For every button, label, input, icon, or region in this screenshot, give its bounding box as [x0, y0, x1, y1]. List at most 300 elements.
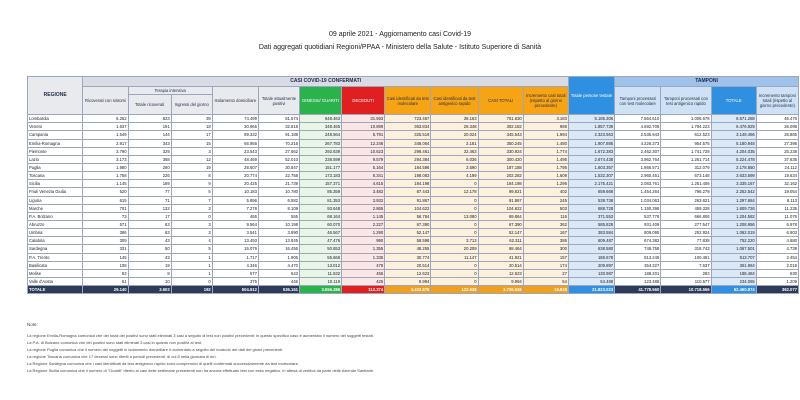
data-cell: 6.476.929	[711, 123, 756, 131]
data-cell: 157.371	[300, 180, 342, 188]
column-header-tamponi-antigenico: Tamponi processati con test antigenico rapido	[661, 87, 711, 115]
data-cell: 666.806	[661, 212, 711, 220]
data-cell: 188.484	[711, 269, 756, 277]
data-cell: 1.290	[342, 229, 385, 237]
data-cell: 67.390	[478, 220, 523, 228]
data-cell: 70.216	[258, 139, 299, 147]
data-cell: 10.119	[300, 277, 342, 285]
column-header-positivi: Totale attualmente positivi	[258, 87, 299, 115]
data-cell: 1.774	[523, 147, 568, 155]
data-cell: 1.994	[523, 131, 568, 139]
data-cell: 226	[128, 172, 171, 180]
data-cell: 2.454	[756, 253, 798, 261]
data-cell: 571	[83, 220, 128, 228]
data-cell: 60.070	[300, 220, 342, 228]
data-cell: 20.024	[431, 131, 478, 139]
data-cell: 752.220	[711, 237, 756, 245]
data-cell: 12.623	[478, 269, 523, 277]
data-cell: 54	[523, 277, 568, 285]
data-cell: 110.577	[661, 277, 711, 285]
data-cell: 1.145	[342, 212, 385, 220]
data-cell: 54.488	[568, 277, 614, 285]
data-cell: 5.180.948	[711, 139, 756, 147]
data-cell: 39	[171, 115, 212, 123]
column-header-guariti: DIMESSI/ GUARITI	[300, 87, 342, 115]
column-header-terapia-intensiva: Terapia intensiva	[128, 87, 212, 95]
data-cell: 32.818	[258, 123, 299, 131]
notes-label: Note:	[27, 322, 38, 327]
data-cell: 386	[523, 237, 568, 245]
data-cell: 537.776	[615, 212, 661, 220]
data-cell: 74.499	[212, 115, 258, 123]
data-cell: 2.865	[342, 204, 385, 212]
note-line: La regione Emilia-Romagna comunica che dei totali dei positivi sono stati eliminati 3 casi a seguito di test non positivi precedenti; in questo specifico caso è aumentato il numero dei soggetti testati.	[27, 333, 374, 338]
data-cell: 89.332	[212, 131, 258, 139]
data-cell: 85.359	[300, 188, 342, 196]
data-cell: 17	[128, 212, 171, 220]
data-cell: 402	[523, 188, 568, 196]
data-cell: 331	[83, 245, 128, 253]
data-cell: 5.896	[212, 196, 258, 204]
data-cell: 11.076	[756, 212, 798, 220]
column-header-isolamento: Isolamento domiciliare	[212, 87, 258, 115]
table-row	[28, 220, 799, 228]
region-name-cell: Basilicata	[28, 261, 83, 269]
data-cell: 4.199	[431, 172, 478, 180]
data-cell: 11.147	[431, 253, 478, 261]
data-cell: 2.181	[431, 139, 478, 147]
data-cell: 43	[128, 253, 171, 261]
data-cell: 58.598	[385, 237, 431, 245]
region-name-cell: Sicilia	[28, 180, 83, 188]
region-name-cell: Veneto	[28, 123, 83, 131]
data-cell: 1.637	[83, 123, 128, 131]
data-cell: 674.382	[615, 237, 661, 245]
data-cell: 2.960.451	[615, 172, 661, 180]
data-cell: 673.148	[661, 172, 711, 180]
data-cell: 52.010	[258, 155, 299, 163]
total-cell: 362.077	[756, 286, 798, 294]
data-cell: 2.019	[756, 261, 798, 269]
data-cell: 9	[171, 180, 212, 188]
data-cell: 3.713	[431, 237, 478, 245]
data-cell: 298.461	[385, 147, 431, 155]
data-cell: 392.182	[478, 123, 523, 131]
data-cell: 1.905	[258, 253, 299, 261]
data-cell: 186.678	[568, 253, 614, 261]
data-cell: 5.164	[342, 163, 385, 171]
data-cell: 1.672.383	[568, 147, 614, 155]
data-cell: 198.083	[385, 172, 431, 180]
region-name-cell: Sardegna	[28, 245, 83, 253]
data-cell: 10.198	[258, 220, 299, 228]
data-cell: 238.599	[300, 155, 342, 163]
data-cell: 8	[128, 269, 171, 277]
data-cell: 723.467	[385, 115, 431, 123]
data-cell: 1.907.885	[568, 139, 614, 147]
data-cell: 8	[171, 172, 212, 180]
data-cell: 10.780	[258, 188, 299, 196]
band-tamponi: TAMPONI	[615, 77, 799, 87]
data-cell: 577	[212, 269, 258, 277]
data-cell: 81.574	[258, 115, 299, 123]
total-cell: 52.460.874	[711, 286, 756, 294]
data-cell: 555	[258, 212, 299, 220]
data-cell: 4.470	[258, 261, 299, 269]
data-cell: 63	[83, 269, 128, 277]
data-cell: 56.784	[385, 212, 431, 220]
data-cell: 659.668	[568, 188, 614, 196]
data-cell: 12	[171, 155, 212, 163]
data-cell: 3.335.167	[711, 180, 756, 188]
data-cell: 21.739	[258, 180, 299, 188]
data-cell: 62.311	[478, 237, 523, 245]
data-cell: 330.924	[478, 147, 523, 155]
data-cell: 7.564.610	[615, 115, 661, 123]
data-cell: 1.261.714	[661, 155, 711, 163]
data-cell: 643	[258, 269, 299, 277]
data-cell: 2.252.542	[711, 188, 756, 196]
data-cell: 325.519	[385, 131, 431, 139]
note-line: La regione Toscana comunica che 17 decessi sono riferiti a periodi precedenti, di cui 8 nella giornata di ieri.	[27, 354, 217, 359]
data-cell: 30.965	[212, 123, 258, 131]
data-cell: 12.246	[342, 139, 385, 147]
data-cell: 8.109	[258, 204, 299, 212]
column-header-ricoverati: Ricoverati con sintomi	[83, 87, 128, 115]
data-cell: 6.252	[83, 115, 128, 123]
data-cell: 19.054	[756, 188, 798, 196]
data-cell: 15	[171, 139, 212, 147]
data-cell: 20.209	[431, 245, 478, 253]
data-cell: 9.994	[385, 277, 431, 285]
region-name-cell: Friuli Venezia Giulia	[28, 188, 83, 196]
data-cell: 386	[83, 229, 128, 237]
column-header-incremento: Incremento casi totali (rispetto al giorno precedente)	[523, 87, 568, 115]
data-cell: 1.006.678	[661, 115, 711, 123]
data-cell: 1.209	[756, 277, 798, 285]
data-cell: 245	[523, 196, 568, 204]
data-cell: 38.163	[431, 115, 478, 123]
data-cell: 73	[83, 212, 128, 220]
data-cell: 0	[431, 180, 478, 188]
data-cell: 20.514	[385, 261, 431, 269]
data-cell: 0	[431, 229, 478, 237]
data-cell: 1.532.307	[568, 172, 614, 180]
total-cell: 536.161	[258, 286, 299, 294]
data-cell: 22.758	[258, 172, 299, 180]
data-cell: 0	[171, 277, 212, 285]
data-cell: 19	[171, 163, 212, 171]
data-cell: 9.579	[342, 155, 385, 163]
data-cell: 48.469	[212, 155, 258, 163]
data-cell: 1.480	[523, 139, 568, 147]
region-name-cell: Molise	[28, 269, 83, 277]
data-cell: 27.662	[258, 147, 299, 155]
data-cell: 4.739	[756, 245, 798, 253]
data-cell: 3.962.764	[615, 155, 661, 163]
data-cell: 104.622	[385, 204, 431, 212]
data-cell: 823	[128, 115, 171, 123]
data-cell: 234.065	[711, 277, 756, 285]
data-cell: 10.623	[342, 147, 385, 155]
data-cell: 1	[171, 269, 212, 277]
data-cell: 37.635	[756, 155, 798, 163]
data-cell: 12.178	[431, 188, 478, 196]
data-cell: 252.924	[661, 229, 711, 237]
data-cell: 1.857.739	[568, 123, 614, 131]
data-cell: 1.609	[523, 172, 568, 180]
data-cell: 1.062.019	[711, 229, 756, 237]
data-cell: 1.150.398	[615, 204, 661, 212]
data-cell: 43	[128, 237, 171, 245]
data-cell: 27.396	[756, 139, 798, 147]
report-subtitle: Dati aggregati quotidiani Regioni/PPAA - Ministero della Salute - Istituto Superiore di Sanità	[258, 44, 542, 51]
table-row	[28, 277, 799, 285]
region-name-cell: Calabria	[28, 237, 83, 245]
covid-table-container	[27, 76, 799, 310]
data-cell: 28.607	[212, 163, 258, 171]
covid-data-table	[27, 76, 799, 294]
data-cell: 1.609.726	[711, 204, 756, 212]
data-cell: 167	[523, 229, 568, 237]
data-cell: 294.384	[385, 155, 431, 163]
data-cell: 184.198	[385, 180, 431, 188]
data-cell: 1.549	[83, 131, 128, 139]
data-cell: 77.838	[661, 237, 711, 245]
data-cell: 3	[171, 147, 212, 155]
data-cell: 173.183	[300, 172, 342, 180]
data-cell: 1.495	[523, 155, 568, 163]
data-cell: 459.328	[661, 204, 711, 212]
region-name-cell: P.A. Bolzano	[28, 212, 83, 220]
region-name-cell: Emilia-Romagna	[28, 139, 83, 147]
data-cell: 2.227	[342, 220, 385, 228]
note-line: La Regione Sicilia comunica che il numero di "Guariti" riferito ai casi delle settimane precedenti non ha ancora effettuato test con esito negativo, in attesa di verifica da parte delle Aziende Sanitarie.	[27, 368, 375, 373]
table-row	[28, 139, 799, 147]
total-cell: 3.056.386	[300, 286, 342, 294]
data-cell: 2.323.563	[568, 131, 614, 139]
data-cell: 2.674.438	[568, 155, 614, 163]
data-cell: 539.738	[568, 196, 614, 204]
total-cell: 29.140	[83, 286, 128, 294]
data-cell: 8.571.288	[711, 115, 756, 123]
data-cell: 169	[128, 180, 171, 188]
data-cell: 9.994	[478, 277, 523, 285]
data-cell: 91.867	[478, 196, 523, 204]
total-cell: 10.718.556	[661, 286, 711, 294]
region-name-cell: Lazio	[28, 155, 83, 163]
data-cell: 13.845	[258, 237, 299, 245]
data-cell: 1.980	[83, 163, 128, 171]
data-cell: 46.567	[300, 229, 342, 237]
table-row	[28, 188, 799, 196]
data-cell: 1.296	[523, 180, 568, 188]
data-cell: 67.390	[385, 220, 431, 228]
data-cell: 2.178.650	[711, 163, 756, 171]
data-cell: 68.464	[478, 245, 523, 253]
data-cell: 123.488	[615, 277, 661, 285]
table-row	[28, 253, 799, 261]
data-cell: 13.080	[431, 212, 478, 220]
data-cell: 638.580	[568, 245, 614, 253]
data-cell: 24.112	[756, 163, 798, 171]
data-cell: 5.224.478	[711, 155, 756, 163]
column-header-deceduti: DECEDUTI	[342, 87, 385, 115]
table-row	[28, 163, 799, 171]
data-cell: 55.666	[300, 253, 342, 261]
data-cell: 13.012	[300, 261, 342, 269]
data-cell: 361.964	[711, 261, 756, 269]
total-cell: 3.603	[128, 286, 171, 294]
data-cell: 6.582	[258, 196, 299, 204]
table-row	[28, 147, 799, 155]
data-cell: 6.903	[756, 229, 798, 237]
data-cell: 0	[431, 204, 478, 212]
data-cell: 4.680	[756, 237, 798, 245]
note-line: La regione Puglia comunica che il numero dei soggetti in isolamento domiciliare è aumentato a seguito del ricalcolo dei dati dei giorni precedenti.	[27, 347, 284, 352]
data-cell: 5	[171, 188, 212, 196]
data-cell: 809.095	[615, 229, 661, 237]
data-cell: 6.036	[431, 155, 478, 163]
data-cell: 312.079	[661, 163, 711, 171]
data-cell: 300	[523, 245, 568, 253]
data-cell: 6.341	[342, 172, 385, 180]
data-cell: 2.917	[83, 139, 128, 147]
data-cell: 363.834	[385, 123, 431, 131]
data-cell: 12.623	[385, 269, 431, 277]
data-cell: 503	[523, 204, 568, 212]
data-cell: 8.113	[756, 196, 798, 204]
data-cell: 1.717	[212, 253, 258, 261]
table-row	[28, 212, 799, 220]
data-cell: 41.921	[478, 253, 523, 261]
region-name-cell: Toscana	[28, 172, 83, 180]
data-cell: 0	[171, 212, 212, 220]
column-header-casi-totali: CASI TOTALI	[478, 87, 523, 115]
data-cell: 16.075	[212, 245, 258, 253]
data-cell: 1.204.582	[711, 212, 756, 220]
data-cell: 26.098	[756, 123, 798, 131]
data-cell: 362	[523, 220, 568, 228]
data-cell: 26.865	[756, 131, 798, 139]
data-cell: 108	[83, 261, 128, 269]
data-cell: 348.064	[385, 139, 431, 147]
region-name-cell: Valle d'Aosta	[28, 277, 83, 285]
data-cell: 66.956	[212, 139, 258, 147]
data-cell: 1.758	[83, 172, 128, 180]
total-cell: 21.823.023	[568, 286, 614, 294]
data-cell: 954.575	[661, 139, 711, 147]
data-cell: 10.899	[342, 123, 385, 131]
data-cell: 4.692.706	[615, 123, 661, 131]
data-cell: 3	[171, 220, 212, 228]
data-cell: 87.443	[385, 188, 431, 196]
data-cell: 1.795	[523, 163, 568, 171]
data-cell: 748.758	[615, 245, 661, 253]
data-cell: 292.639	[300, 147, 342, 155]
data-cell: 10.183	[212, 188, 258, 196]
data-cell: 5	[171, 245, 212, 253]
data-cell: 116	[523, 212, 568, 220]
data-cell: 630	[756, 269, 798, 277]
data-cell: 300.420	[478, 155, 523, 163]
column-header-antigenico: Casi identificati da test antigenico rapido	[431, 87, 478, 115]
data-cell: 0	[431, 269, 478, 277]
region-name-cell: Abruzzo	[28, 220, 83, 228]
data-cell: 5.791	[342, 131, 385, 139]
data-cell: 609.487	[568, 237, 614, 245]
data-cell: 1.145	[83, 180, 128, 188]
data-cell: 479	[342, 261, 385, 269]
data-cell: 7.276	[212, 204, 258, 212]
data-cell: 6.978	[756, 220, 798, 228]
data-cell: 28.348	[431, 123, 478, 131]
data-cell: 69.864	[478, 212, 523, 220]
data-cell: 329	[128, 147, 171, 155]
data-cell: 3.183	[523, 115, 568, 123]
data-cell: 4	[171, 237, 212, 245]
data-cell: 0	[431, 220, 478, 228]
data-cell: 3.173	[83, 155, 128, 163]
data-cell: 191	[128, 123, 171, 131]
table-row	[28, 204, 799, 212]
data-cell: 1	[171, 261, 212, 269]
total-row	[28, 286, 799, 294]
data-cell: 383.584	[568, 229, 614, 237]
data-cell: 3.541	[212, 229, 258, 237]
data-cell: 30.774	[385, 253, 431, 261]
table-row	[28, 115, 799, 123]
total-cell: 41.778.560	[615, 286, 661, 294]
data-cell: 354.327	[615, 261, 661, 269]
data-cell: 9.564	[212, 220, 258, 228]
data-cell: 32.162	[756, 180, 798, 188]
table-row	[28, 172, 799, 180]
data-cell: 187.188	[478, 163, 523, 171]
data-cell: 3.482	[342, 188, 385, 196]
region-name-cell: Liguria	[28, 196, 83, 204]
data-cell: 7.637	[661, 261, 711, 269]
data-cell: 130.987	[568, 269, 614, 277]
data-cell: 1.355	[342, 245, 385, 253]
data-cell: 520	[83, 188, 128, 196]
data-cell: 5.185.306	[568, 115, 614, 123]
data-cell: 986	[523, 123, 568, 131]
data-cell: 63	[128, 220, 171, 228]
table-row	[28, 196, 799, 204]
data-cell: 612.523	[661, 131, 711, 139]
data-cell: 4.226.373	[615, 139, 661, 147]
column-header-molecolare: Casi identificati da test molecolare	[385, 87, 431, 115]
data-cell: 990	[342, 237, 385, 245]
column-header-persone-testate: Totale persone testate	[568, 77, 614, 115]
data-cell: 174	[523, 261, 568, 269]
data-cell: 0	[431, 196, 478, 204]
data-cell: 0	[431, 277, 478, 285]
data-cell: 13.493	[212, 237, 258, 245]
data-cell: 3.633.599	[711, 172, 756, 180]
data-cell: 913.707	[711, 253, 756, 261]
data-cell: 20.514	[478, 261, 523, 269]
data-cell: 368	[128, 155, 171, 163]
data-cell: 3	[171, 204, 212, 212]
total-cell: 504.612	[212, 286, 258, 294]
data-cell: 30.847	[258, 163, 299, 171]
column-header-tamponi-incremento: Incremento tamponi totali (rispetto al giorno precedente)	[756, 87, 798, 115]
column-header-ti-totale: Totale ricoverati	[128, 95, 171, 115]
data-cell: 100.461	[661, 253, 711, 261]
data-cell: 277.547	[661, 220, 711, 228]
